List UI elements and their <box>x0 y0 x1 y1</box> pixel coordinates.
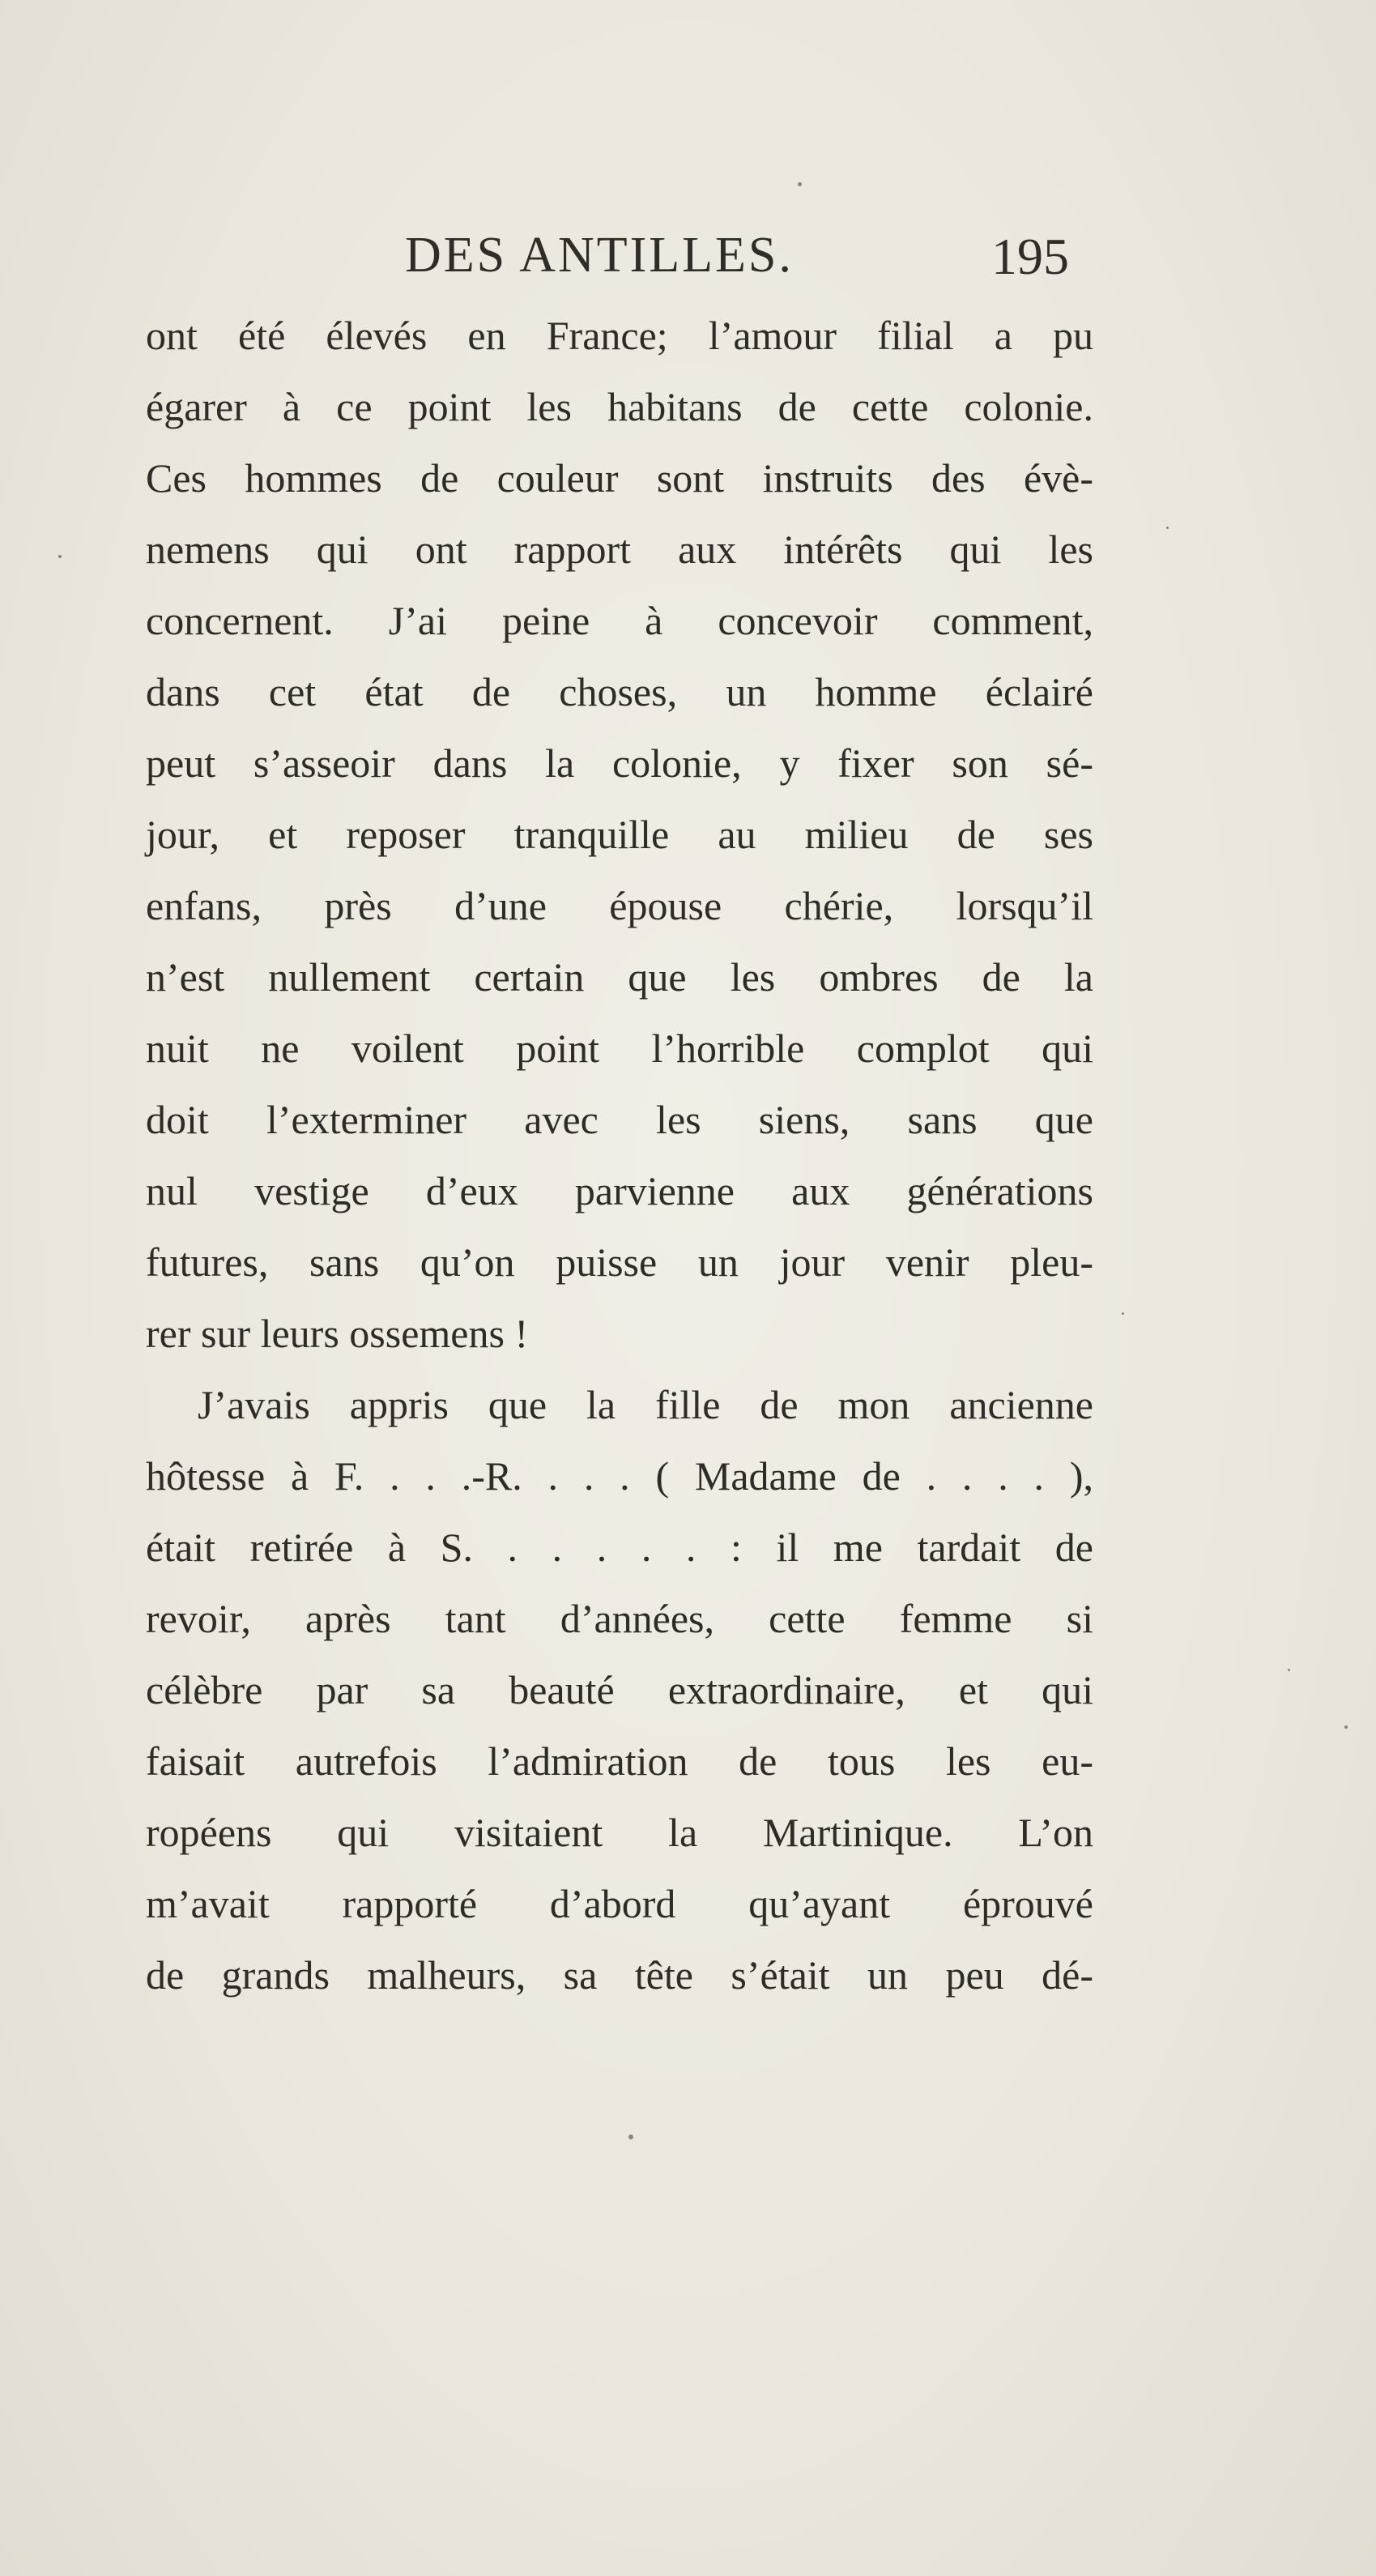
paper-speck <box>1166 527 1169 529</box>
text-line: nul vestige d’eux parvienne aux générations <box>146 1168 1093 1213</box>
text-line: enfans, près d’une épouse chérie, lorsqu’il <box>146 883 1093 928</box>
text-line: rer sur leurs ossemens ! <box>146 1311 529 1356</box>
text-line: revoir, après tant d’années, cette femme si <box>146 1596 1093 1641</box>
paragraph-1 <box>146 300 1093 1369</box>
text-line: nuit ne voilent point l’horrible complot qui <box>146 1026 1093 1071</box>
text-line: ropéens qui visitaient la Martinique. L’on <box>146 1810 1093 1855</box>
text-line: nemens qui ont rapport aux intérêts qui les <box>146 527 1093 572</box>
text-line: était retirée à S. . . . . . : il me tardait de <box>146 1525 1093 1570</box>
text-line: célèbre par sa beauté extraordinaire, et qui <box>146 1667 1093 1712</box>
text-line: doit l’exterminer avec les siens, sans que <box>146 1097 1093 1142</box>
text-line: n’est nullement certain que les ombres de la <box>146 954 1093 1000</box>
text-line: J’avais appris que la fille de mon ancienne <box>198 1382 1093 1427</box>
text-line: ont été élevés en France; l’amour filial a pu <box>146 313 1093 358</box>
running-title: DES ANTILLES. <box>405 228 794 283</box>
text-line: peut s’asseoir dans la colonie, y fixer son sé- <box>146 740 1093 786</box>
paper-speck <box>1344 1725 1348 1729</box>
text-line: jour, et reposer tranquille au milieu de ses <box>146 812 1093 857</box>
text-line: dans cet état de choses, un homme éclairé <box>146 669 1093 714</box>
text-line: futures, sans qu’on puisse un jour venir pleu- <box>146 1239 1093 1285</box>
text-line: égarer à ce point les habitans de cette colonie. <box>146 384 1093 429</box>
body-text <box>146 300 1093 2011</box>
text-line: faisait autrefois l’admiration de tous les eu- <box>146 1738 1093 1784</box>
running-head <box>146 219 1085 300</box>
text-line: Ces hommes de couleur sont instruits des évè- <box>146 455 1093 501</box>
page-number: 195 <box>991 228 1069 285</box>
paper-speck <box>798 182 802 186</box>
text-line: m’avait rapporté d’abord qu’ayant éprouvé <box>146 1881 1093 1926</box>
text-line: de grands malheurs, sa tête s’était un peu dé- <box>146 1952 1093 1998</box>
text-line: hôtesse à F. . . .-R. . . . ( Madame de . . . . ), <box>146 1453 1093 1499</box>
text-line: concernent. J’ai peine à concevoir comment, <box>146 598 1093 643</box>
paper-speck <box>1288 1669 1290 1671</box>
paper-speck <box>1122 1312 1124 1315</box>
paragraph-2 <box>146 1369 1093 2011</box>
paper-speck <box>628 2135 633 2139</box>
paper-speck <box>58 555 62 558</box>
